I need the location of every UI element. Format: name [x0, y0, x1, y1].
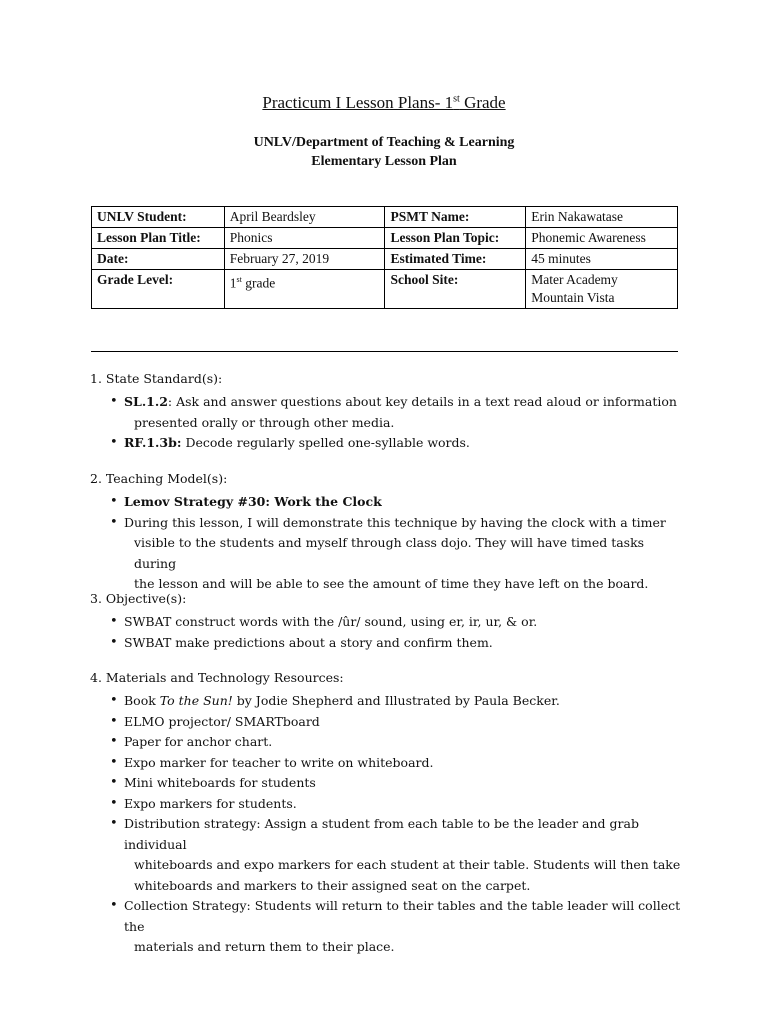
list-item: • SWBAT construct words with the /ûr/ sound, using er, ir, ur, & or. [124, 612, 690, 633]
materials-list [90, 691, 690, 958]
school-label: School Site: [385, 270, 526, 309]
list-item: • Book To the Sun! by Jodie Shepherd and Illustrated by Paula Becker. [124, 691, 690, 712]
bullet-icon: • [110, 614, 118, 629]
bullet-icon: • [110, 693, 118, 708]
plan-topic-label: Lesson Plan Topic: [385, 228, 526, 249]
list-item: • Lemov Strategy #30: Work the Clock [124, 492, 690, 513]
time-value: 45 minutes [526, 249, 678, 270]
bullet-icon: • [110, 435, 118, 450]
objectives-list [90, 612, 690, 653]
school-value: Mater Academy Mountain Vista [526, 270, 678, 309]
page-title: Practicum I Lesson Plans- 1st Grade [262, 93, 506, 112]
bullet-icon: • [110, 713, 118, 729]
table-row [92, 270, 678, 309]
section-heading: 3. Objective(s): [90, 591, 187, 606]
bullet-icon: • [110, 775, 118, 790]
department-heading: UNLV/Department of Teaching & Learning [253, 135, 515, 150]
list-item: • ELMO projector/ SMARTboard [124, 712, 690, 733]
plan-title-label: Lesson Plan Title: [92, 228, 225, 249]
teaching-models-list [90, 492, 690, 595]
lesson-info-table [91, 206, 678, 309]
student-label: UNLV Student: [92, 207, 225, 228]
plan-title-value: Phonics [224, 228, 385, 249]
section-materials [90, 669, 690, 958]
bullet-icon: • [110, 494, 118, 509]
bullet-icon: • [110, 514, 118, 530]
section-heading: 1. State Standard(s): [90, 371, 223, 386]
bullet-icon: • [110, 898, 118, 913]
section-heading: 2. Teaching Model(s): [90, 471, 228, 486]
list-item: • Collection Strategy: Students will return to their tables and the table leader will collect the materials and return them to their place. [110, 898, 681, 954]
psmt-value: Erin Nakawatase [526, 207, 678, 228]
list-item: • Distribution strategy: Assign a student from each table to be the leader and grab individual whiteboards and expo markers for each student at their table. Students will then take whiteboards and markers to their assigned seat on the carpet. [110, 816, 681, 893]
list-item: • Expo markers for students. [124, 794, 690, 815]
time-label: Estimated Time: [385, 249, 526, 270]
list-item: • Paper for anchor chart. [124, 732, 690, 753]
standards-list [90, 392, 690, 454]
grade-value: 1st grade [224, 270, 385, 309]
section-heading: 4. Materials and Technology Resources: [90, 670, 344, 685]
section-teaching-models [90, 470, 690, 595]
psmt-label: PSMT Name: [385, 207, 526, 228]
plan-type-heading: Elementary Lesson Plan [311, 154, 457, 169]
list-item: • SL.1.2: Ask and answer questions about key details in a text read aloud or information presented orally or through other media. [110, 394, 677, 430]
date-label: Date: [92, 249, 225, 270]
table-row [92, 249, 678, 270]
grade-label: Grade Level: [92, 270, 225, 309]
table-row [92, 228, 678, 249]
table-row [92, 207, 678, 228]
bullet-icon: • [110, 394, 118, 409]
date-value: February 27, 2019 [224, 249, 385, 270]
list-item: • RF.1.3b: Decode regularly spelled one-syllable words. [124, 433, 690, 454]
list-item: • Mini whiteboards for students [124, 773, 690, 794]
plan-topic-value: Phonemic Awareness [526, 228, 678, 249]
section-state-standards [90, 370, 690, 454]
list-item: • Expo marker for teacher to write on whiteboard. [124, 753, 690, 774]
list-item: • During this lesson, I will demonstrate this technique by having the clock with a timer visible to the students and myself through class dojo. They will have timed tasks during the lesson and will be able to see the amount of time they have left on the board. [110, 514, 666, 591]
bullet-icon: • [110, 795, 118, 811]
student-value: April Beardsley [224, 207, 385, 228]
bullet-icon: • [110, 816, 118, 831]
divider [91, 351, 678, 352]
list-item: • SWBAT make predictions about a story and confirm them. [124, 633, 690, 654]
section-objectives [90, 590, 690, 653]
bullet-icon: • [110, 634, 118, 650]
bullet-icon: • [110, 754, 118, 770]
bullet-icon: • [110, 734, 118, 749]
